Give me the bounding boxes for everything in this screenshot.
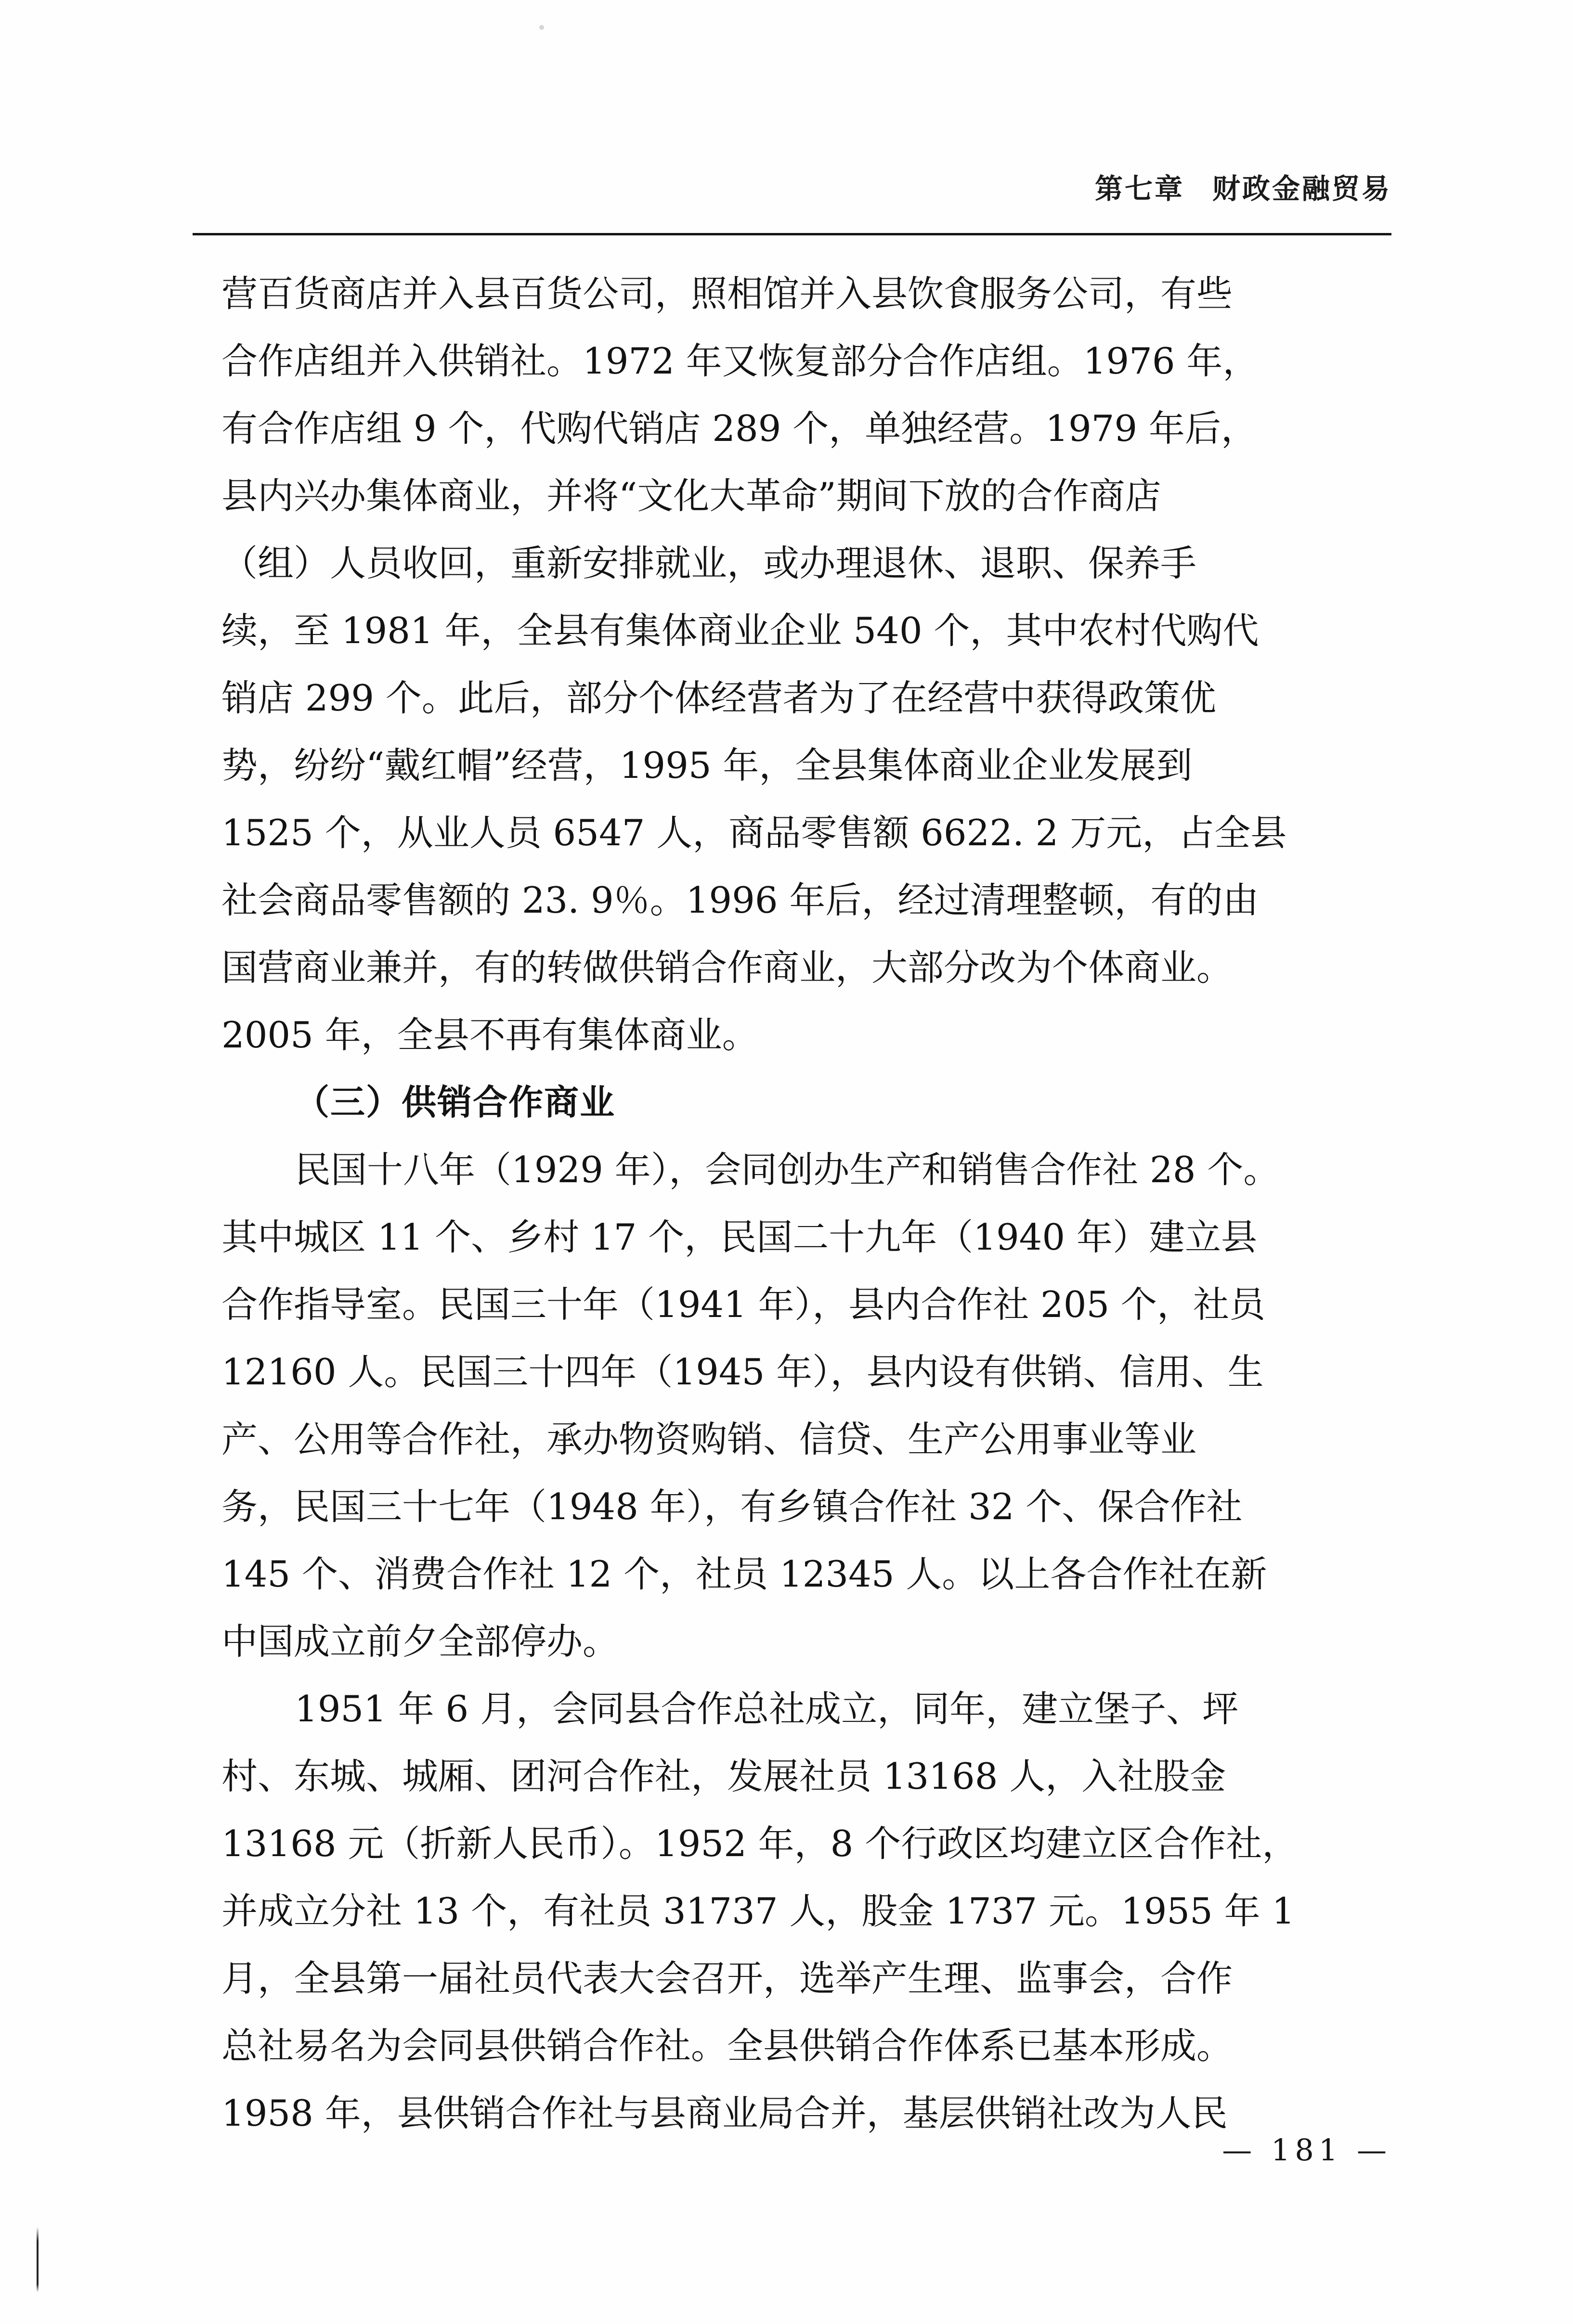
running-head-chapter-number: 第七章 bbox=[1094, 172, 1184, 205]
body-line: 村、东城、城厢、团河合作社，发展社员 13168 人，入社股金 bbox=[221, 1755, 1226, 1797]
body-line: 民国十八年（1929 年），会同创办生产和销售合作社 28 个。 bbox=[295, 1149, 1280, 1191]
body-line: 月，全县第一届社员代表大会召开，选举产生理、监事会，合作 bbox=[221, 1957, 1233, 2000]
body-line: 营百货商店并入县百货公司，照相馆并入县饮食服务公司，有些 bbox=[221, 272, 1233, 315]
scan-edge-artifact bbox=[37, 2227, 39, 2292]
body-line: 12160 人。民国三十四年（1945 年），县内设有供销、信用、生 bbox=[221, 1351, 1264, 1393]
body-line: 合作店组并入供销社。1972 年又恢复部分合作店组。1976 年， bbox=[221, 340, 1259, 382]
body-line: 续，至 1981 年，全县有集体商业企业 540 个，其中农村代购代 bbox=[221, 609, 1259, 652]
running-head-chapter-title: 财政金融贸易 bbox=[1212, 172, 1391, 205]
body-line: 国营商业兼并，有的转做供销合作商业，大部分改为个体商业。 bbox=[221, 946, 1233, 989]
body-line: 145 个、消费合作社 12 个，社员 12345 人。以上各合作社在新 bbox=[221, 1553, 1267, 1595]
body-line: 社会商品零售额的 23. 9％。1996 年后，经过清理整顿，有的由 bbox=[221, 879, 1259, 921]
body-text-block bbox=[221, 260, 1351, 2147]
body-line: 有合作店组 9 个，代购代销店 289 个，单独经营。1979 年后， bbox=[221, 407, 1257, 450]
body-line: （组）人员收回，重新安排就业，或办理退休、退职、保养手 bbox=[221, 542, 1197, 584]
body-line: 总社易名为会同县供销合作社。全县供销合作体系已基本形成。 bbox=[221, 2025, 1233, 2067]
page-number-folio: — 181 — bbox=[1222, 2132, 1391, 2168]
body-line: 其中城区 11 个、乡村 17 个，民国二十九年（1940 年）建立县 bbox=[221, 1216, 1257, 1258]
body-line: 1525 个，从业人员 6547 人，商品零售额 6622. 2 万元，占全县 bbox=[221, 812, 1287, 854]
body-line: 1951 年 6 月，会同县合作总社成立，同年，建立堡子、坪 bbox=[295, 1688, 1239, 1730]
body-line: 产、公用等合作社，承办物资购销、信贷、生产公用事业等业 bbox=[221, 1418, 1197, 1460]
body-line: 并成立分社 13 个，有社员 31737 人，股金 1737 元。1955 年 1 bbox=[221, 1890, 1295, 1932]
header-rule-divider bbox=[193, 233, 1391, 235]
scan-speck-artifact bbox=[539, 25, 544, 30]
body-line: 合作指导室。民国三十年（1941 年），县内合作社 205 个，社员 bbox=[221, 1283, 1266, 1326]
body-line: 中国成立前夕全部停办。 bbox=[221, 1620, 619, 1663]
body-line: 县内兴办集体商业，并将“文化大革命”期间下放的合作商店 bbox=[221, 475, 1161, 517]
running-head bbox=[193, 166, 1391, 207]
body-line: 销店 299 个。此后，部分个体经营者为了在经营中获得政策优 bbox=[221, 677, 1216, 719]
body-line: 务，民国三十七年（1948 年），有乡镇合作社 32 个、保合作社 bbox=[221, 1485, 1243, 1528]
body-line: 2005 年，全县不再有集体商业。 bbox=[221, 1014, 758, 1056]
section-heading: （三）供销合作商业 bbox=[295, 1082, 616, 1123]
body-line: 1958 年，县供销合作社与县商业局合并，基层供销社改为人民 bbox=[221, 2092, 1228, 2134]
body-line: 势，纷纷“戴红帽”经营，1995 年，全县集体商业企业发展到 bbox=[221, 744, 1193, 787]
body-line: 13168 元（折新人民币）。1952 年，8 个行政区均建立区合作社， bbox=[221, 1822, 1299, 1865]
